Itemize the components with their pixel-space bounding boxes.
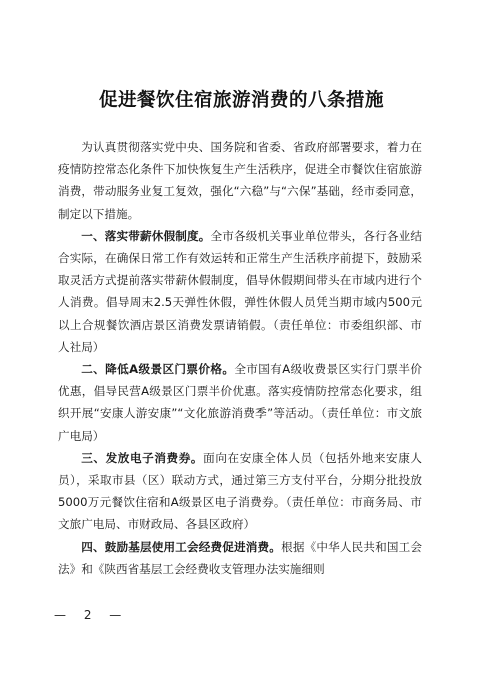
section-paragraph-3	[58, 447, 422, 536]
section-text: 全市各级机关事业单位带头，各行各业结合实际，在确保日常工作有效运转和正常生产生活秩序前提下，鼓励采取灵活方式提前落实带薪休假制度，倡导休假期间带头在市域内进行个人消费。倡导周末2.5天弹性休假，弹性休假人员凭当期市域内500元以上合规餐饮酒店景区消费发票请销假。（责任单位：市委组织部、市人社局）	[58, 228, 422, 354]
section-paragraph-4	[58, 536, 422, 580]
page-footer	[54, 608, 123, 622]
footer-dash-left: —	[54, 608, 68, 622]
section-heading: 二、降低A级景区门票价格。	[81, 362, 235, 377]
page-number: 2	[83, 608, 94, 622]
section-text: 全市国有A级收费景区实行门票半价优惠，倡导民营A级景区门票半价优惠。落实疫情防控常态化要求，组织开展“安康人游安康”“文化旅游消费季”等活动。（责任单位：市文旅广电局）	[58, 362, 422, 443]
footer-dash-right: —	[109, 608, 124, 622]
section-paragraph-1	[58, 225, 422, 358]
section-paragraph-2	[58, 358, 422, 447]
section-text: 面向在安康全体人员（包括外地来安康人员），采取市县（区）联动方式，通过第三方支付平台，分期分批投放5000万元餐饮住宿和A级景区电子消费券。（责任单位：市商务局、市文旅广电局、市财政局、各县区政府）	[58, 450, 422, 532]
document-body	[58, 136, 422, 580]
section-heading: 一、落实带薪休假制度。	[81, 228, 211, 243]
document-title: 促进餐饮住宿旅游消费的八条措施	[98, 90, 384, 111]
section-heading: 四、鼓励基层使用工会经费促进消费。	[81, 539, 282, 554]
section-text: 根据《中华人民共和国工会法》和《陕西省基层工会经费收支管理办法实施细则	[58, 539, 422, 576]
section-heading: 三、发放电子消费券。	[81, 450, 204, 465]
intro-paragraph: 为认真贯彻落实党中央、国务院和省委、省政府部署要求，着力在疫情防控常态化条件下加快恢复生产生活秩序，促进全市餐饮住宿旅游消费，带动服务业复工复效，强化“六稳”与“六保”基础，经市委同意，制定以下措施。	[58, 140, 422, 221]
